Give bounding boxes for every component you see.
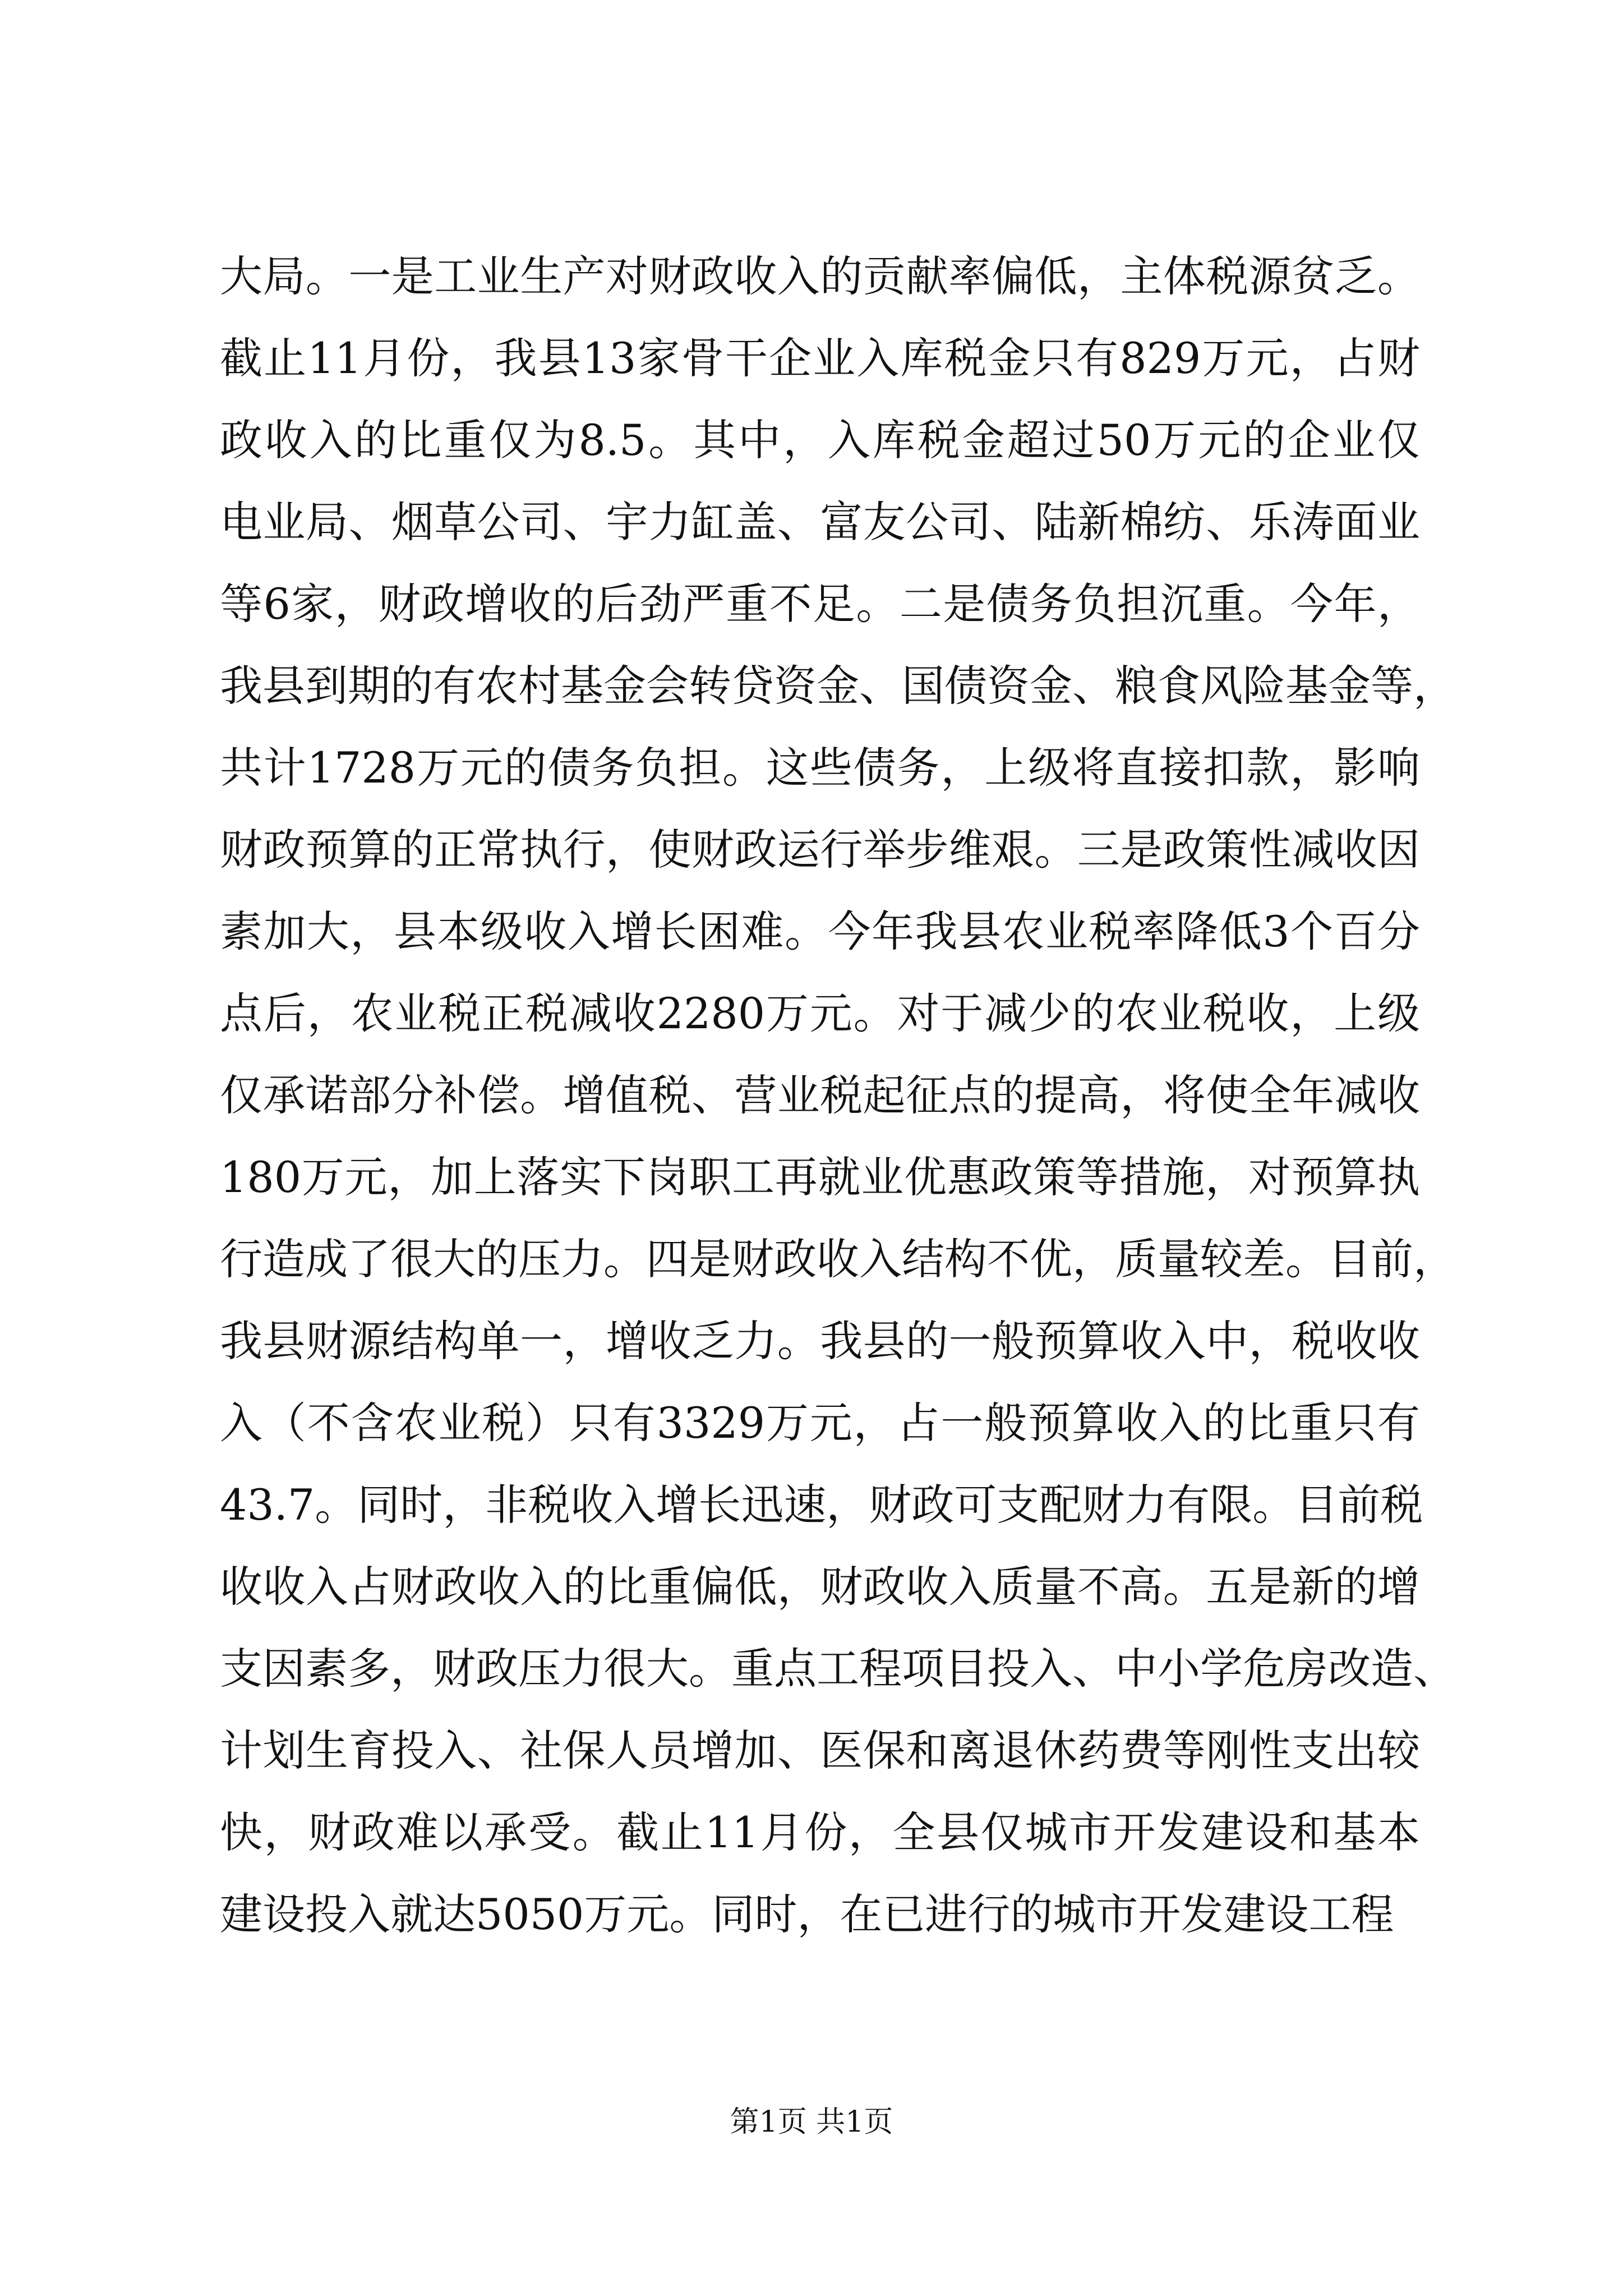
text-line: 点后，农业税正税减收2280万元。对于减少的农业税收，上级	[220, 988, 1420, 1038]
text-line: 素加大，县本级收入增长困难。今年我县农业税率降低3个百分	[220, 907, 1420, 956]
text-line: 建设投入就达5050万元。同时，在已进行的城市开发建设工程	[220, 1889, 1394, 1939]
text-line: 电业局、烟草公司、宇力缸盖、富友公司、陆新棉纺、乐涛面业	[220, 497, 1420, 547]
text-line: 43.7。同时，非税收入增长迅速，财政可支配财力有限。目前税	[220, 1480, 1423, 1530]
text-line: 支因素多，财政压力很大。重点工程项目投入、中小学危房改造、	[220, 1644, 1456, 1694]
text-line: 等6家，财政增收的后劲严重不足。二是债务负担沉重。今年，	[220, 579, 1420, 629]
text-line: 政收入的比重仅为8.5。其中，入库税金超过50万元的企业仅	[220, 415, 1420, 465]
text-line: 行造成了很大的压力。四是财政收入结构不优，质量较差。目前，	[220, 1234, 1456, 1284]
text-line: 收收入占财政收入的比重偏低，财政收入质量不高。五是新的增	[220, 1562, 1420, 1612]
text-line: 仅承诺部分补偿。增值税、营业税起征点的提高，将使全年减收	[220, 1070, 1420, 1120]
text-line: 快，财政难以承受。截止11月份，全县仅城市开发建设和基本	[220, 1807, 1420, 1857]
page-footer: 第1页 共1页	[730, 2105, 893, 2139]
text-line: 180万元，加上落实下岗职工再就业优惠政策等措施，对预算执	[220, 1152, 1420, 1202]
text-line: 截止11月份，我县13家骨干企业入库税金只有829万元，占财	[220, 333, 1420, 383]
text-line: 我县财源结构单一，增收乏力。我县的一般预算收入中，税收收	[220, 1316, 1420, 1366]
text-line: 财政预算的正常执行，使财政运行举步维艰。三是政策性减收因	[220, 825, 1420, 875]
text-line: 计划生育投入、社保人员增加、医保和离退休药费等刚性支出较	[220, 1726, 1420, 1775]
text-line: 大局。一是工业生产对财政收入的贡献率偏低，主体税源贫乏。	[220, 251, 1420, 301]
text-line: 入（不含农业税）只有3329万元，占一般预算收入的比重只有	[220, 1398, 1420, 1448]
text-line: 共计1728万元的债务负担。这些债务，上级将直接扣款，影响	[220, 743, 1420, 793]
text-line: 我县到期的有农村基金会转贷资金、国债资金、粮食风险基金等，	[220, 661, 1456, 711]
body-text	[220, 236, 1456, 1955]
